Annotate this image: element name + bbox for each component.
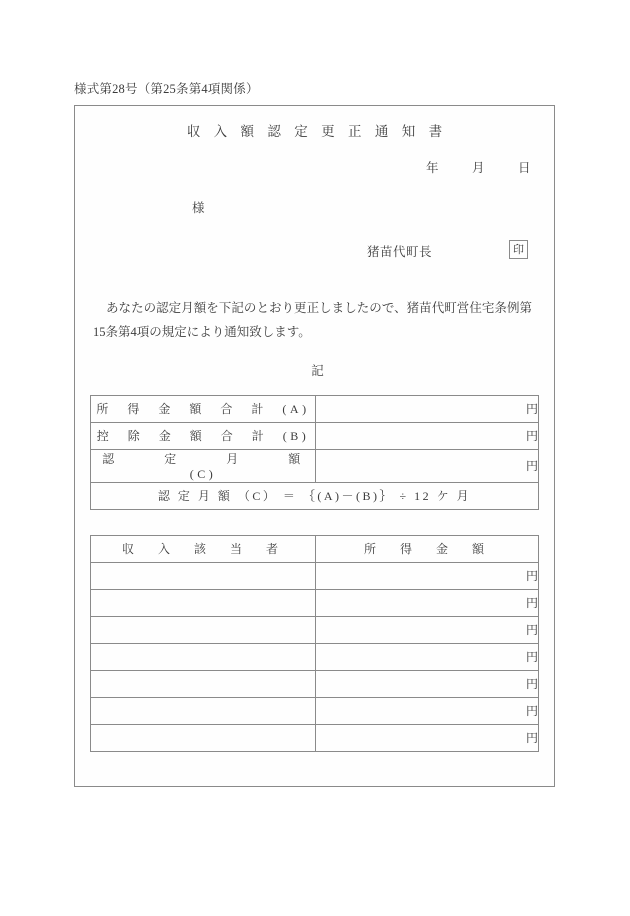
person-name-cell[interactable] [91,724,316,751]
person-name-cell[interactable] [91,670,316,697]
income-table [90,395,539,510]
person-name-cell[interactable] [91,589,316,616]
person-amount-cell[interactable]: 円 [316,616,539,643]
table-row [91,670,539,697]
seal-stamp-box: 印 [509,240,528,259]
person-amount-cell[interactable]: 円 [316,562,539,589]
kiji-marker: 記 [311,363,324,378]
table-row [91,395,539,422]
person-amount-cell[interactable]: 円 [316,643,539,670]
formula-row: 認 定 月 額 （C） ＝ ｛(A)－(B)｝ ÷ 12 ケ 月 [91,482,539,509]
table-row [91,724,539,751]
year-label: 年 [426,161,439,175]
table-row [91,422,539,449]
table-row [91,643,539,670]
table-row [91,589,539,616]
deduction-total-label: 控 除 金 額 合 計 (B) [91,422,316,449]
monthly-amount-value[interactable]: 円 [316,449,539,482]
day-label: 日 [518,161,531,175]
person-amount-cell[interactable]: 円 [316,697,539,724]
monthly-amount-label: 認 定 月 額 (C) [91,449,316,482]
income-total-value[interactable]: 円 [316,395,539,422]
table-header-row [91,535,539,562]
person-amount-cell[interactable]: 円 [316,589,539,616]
addressee-honorific: 様 [192,201,205,215]
income-total-label: 所 得 金 額 合 計 (A) [91,395,316,422]
body-text: あなたの認定月額を下記のとおり更正しましたので、猪苗代町営住宅条例第15条第4項の規定により通知致します。 [93,301,532,340]
person-name-cell[interactable] [91,643,316,670]
table-row [91,482,539,509]
issuer-name: 猪苗代町長 [367,245,433,259]
date-line [75,158,554,176]
person-name-cell[interactable] [91,697,316,724]
table-row [91,697,539,724]
persons-table [90,535,539,752]
form-number: 様式第28号（第25条第4項関係） [74,82,259,96]
persons-header-name: 収 入 該 当 者 [91,535,316,562]
person-amount-cell[interactable]: 円 [316,724,539,751]
person-name-cell[interactable] [91,616,316,643]
month-label: 月 [472,161,485,175]
person-amount-cell[interactable]: 円 [316,670,539,697]
table-row [91,449,539,482]
page-title: 収 入 額 認 定 更 正 通 知 書 [186,124,448,139]
table-row [91,562,539,589]
table-row [91,616,539,643]
income-table-wrapper [75,395,554,510]
persons-table-wrapper [75,535,554,752]
form-sheet [74,105,555,787]
issuer-row [75,242,554,266]
deduction-total-value[interactable]: 円 [316,422,539,449]
persons-header-amount: 所 得 金 額 [316,535,539,562]
person-name-cell[interactable] [91,562,316,589]
